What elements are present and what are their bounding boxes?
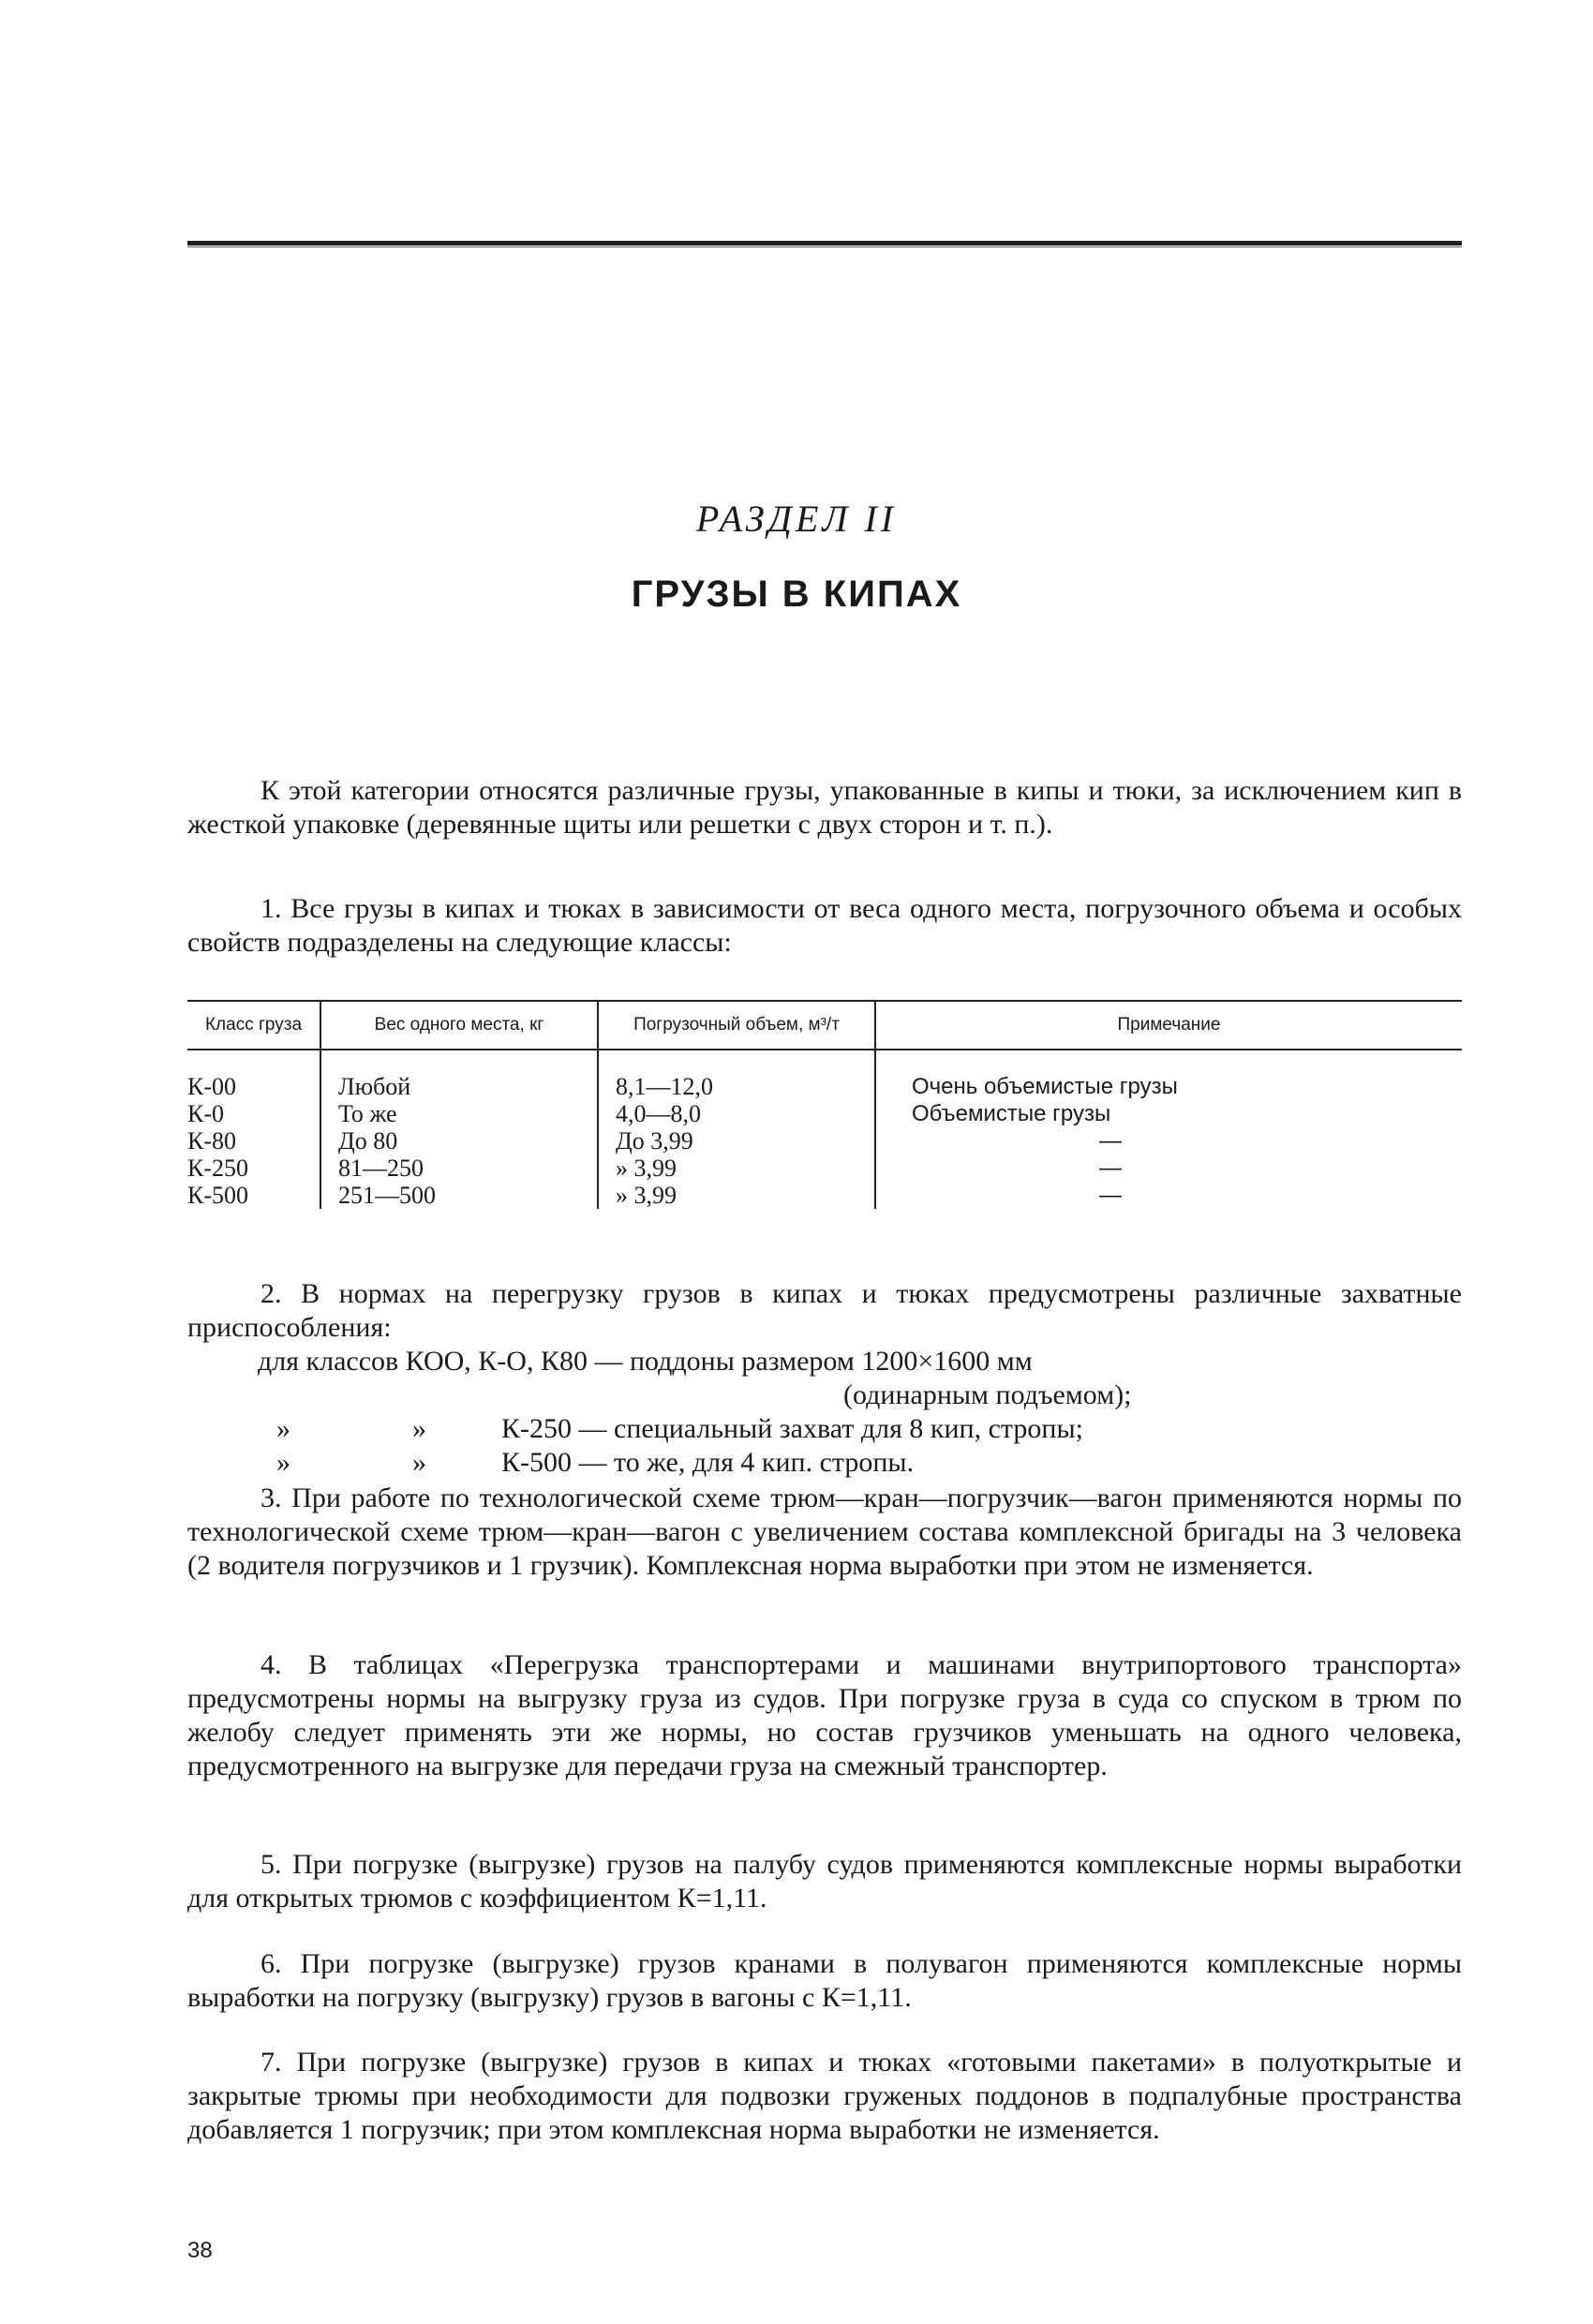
cell-volume: До 3,99	[598, 1127, 875, 1155]
item-2-paragraph: 2. В нормах на перегрузку грузов в кипах и тюках предусмотрены различные захватные приспособления:	[187, 1278, 1462, 1343]
item-4-paragraph: 4. В таблицах «Перегрузка транспортерами и машинами внутрипортового транспорта» предусмотрены нормы на выгрузку груза из судов. При погрузке груза в суда со спуском в трюм по желобу следует применять эти же нормы, но состав грузчиков уменьшать на одного человека, предусмотренного на выгрузке для передачи груза на смежный транспортер.	[187, 1649, 1462, 1781]
cell-volume: 8,1—12,0	[598, 1050, 875, 1100]
cell-class: К-00	[187, 1073, 236, 1100]
item-1-paragraph: 1. Все грузы в кипах и тюках в зависимости от веса одного места, погрузочного объема и особых свойств подразделены на следующие классы:	[187, 893, 1462, 958]
item-7-block	[187, 2046, 1462, 2147]
header-weight: Вес одного места, кг	[320, 1001, 598, 1050]
item-4-block	[187, 1648, 1462, 1783]
cell-class: К-500	[187, 1182, 248, 1209]
top-rule	[187, 241, 1462, 247]
cell-note: Очень объемистые грузы	[875, 1050, 1462, 1100]
item-2-block	[187, 1277, 1462, 1345]
item-1-block	[187, 892, 1462, 960]
ditto-mark: »	[276, 1447, 290, 1478]
page-number: 38	[187, 2238, 213, 2263]
cell-note: —	[875, 1182, 1462, 1209]
item-5-block	[187, 1848, 1462, 1915]
cell-class: К-80	[187, 1127, 236, 1155]
item-3-paragraph: 3. При работе по технологической схеме трюм—кран—погрузчик—вагон применяются нормы по технологической схеме трюм—кран—вагон с увеличением состава комплексной бригады на 3 человека (2 водителя погрузчиков и 1 грузчик). Комплексная норма выработки при этом не изменяется.	[187, 1482, 1462, 1581]
item-5-paragraph: 5. При погрузке (выгрузке) грузов на палубу судов применяются комплексные нормы выработки для открытых трюмов с коэффициентом К=1,11.	[187, 1849, 1462, 1914]
list-line-4-text: К-500 — то же, для 4 кип. стропы.	[501, 1447, 915, 1478]
section-title: ГРУЗЫ В КИПАХ	[631, 574, 962, 615]
item-3-block	[187, 1482, 1462, 1583]
table-row	[187, 1182, 1462, 1209]
ditto-mark: »	[412, 1413, 426, 1444]
cell-volume: » 3,99	[598, 1155, 875, 1182]
cell-note: —	[875, 1127, 1462, 1155]
header-note: Примечание	[875, 1001, 1462, 1050]
cell-class: К-250	[187, 1155, 248, 1182]
item-7-paragraph: 7. При погрузке (выгрузке) грузов в кипах и тюках «готовыми пакетами» в полуоткрытые и закрытые трюмы при необходимости для подвозки груженых поддонов в подпалубные пространства добавляется 1 погрузчик; при этом комплексная норма выработки не изменяется.	[187, 2047, 1462, 2145]
table-row	[187, 1155, 1462, 1182]
ditto-mark: »	[412, 1447, 426, 1478]
table-row	[187, 1050, 1462, 1100]
cell-note: Объемистые грузы	[875, 1100, 1462, 1127]
cell-note: —	[875, 1155, 1462, 1182]
cell-weight: До 80	[320, 1127, 598, 1155]
table-header-row	[187, 1001, 1462, 1050]
cell-class: К-0	[187, 1100, 224, 1127]
item-6-paragraph: 6. При погрузке (выгрузке) грузов кранами в полувагон применяются комплексные нормы выработки на погрузку (выгрузку) грузов в вагоны с К=1,11.	[187, 1948, 1462, 2013]
item-6-block	[187, 1947, 1462, 2015]
intro-block	[187, 774, 1462, 842]
cell-volume: » 3,99	[598, 1182, 875, 1209]
table-row	[187, 1127, 1462, 1155]
cell-weight: 251—500	[320, 1182, 598, 1209]
list-line-1: для классов КОО, К-О, К80 — поддоны размером 1200×1600 мм	[258, 1346, 1033, 1377]
cell-weight: То же	[320, 1100, 598, 1127]
cell-volume: 4,0—8,0	[598, 1100, 875, 1127]
cell-weight: Любой	[320, 1050, 598, 1100]
table-row	[187, 1100, 1462, 1127]
header-class: Класс груза	[187, 1001, 320, 1050]
ditto-mark: »	[276, 1413, 290, 1444]
cell-weight: 81—250	[320, 1155, 598, 1182]
section-label: РАЗДЕЛ II	[695, 498, 898, 540]
cargo-class-table	[187, 1000, 1462, 1209]
header-volume: Погрузочный объем, м³/т	[598, 1001, 875, 1050]
intro-paragraph: К этой категории относятся различные грузы, упакованные в кипы и тюки, за исключением кип в жесткой упаковке (деревянные щиты или решетки с двух сторон и т. п.).	[187, 775, 1462, 840]
list-line-3-text: К-250 — специальный захват для 8 кип, стропы;	[501, 1413, 1083, 1444]
list-line-2: (одинарным подъемом);	[843, 1379, 1132, 1410]
